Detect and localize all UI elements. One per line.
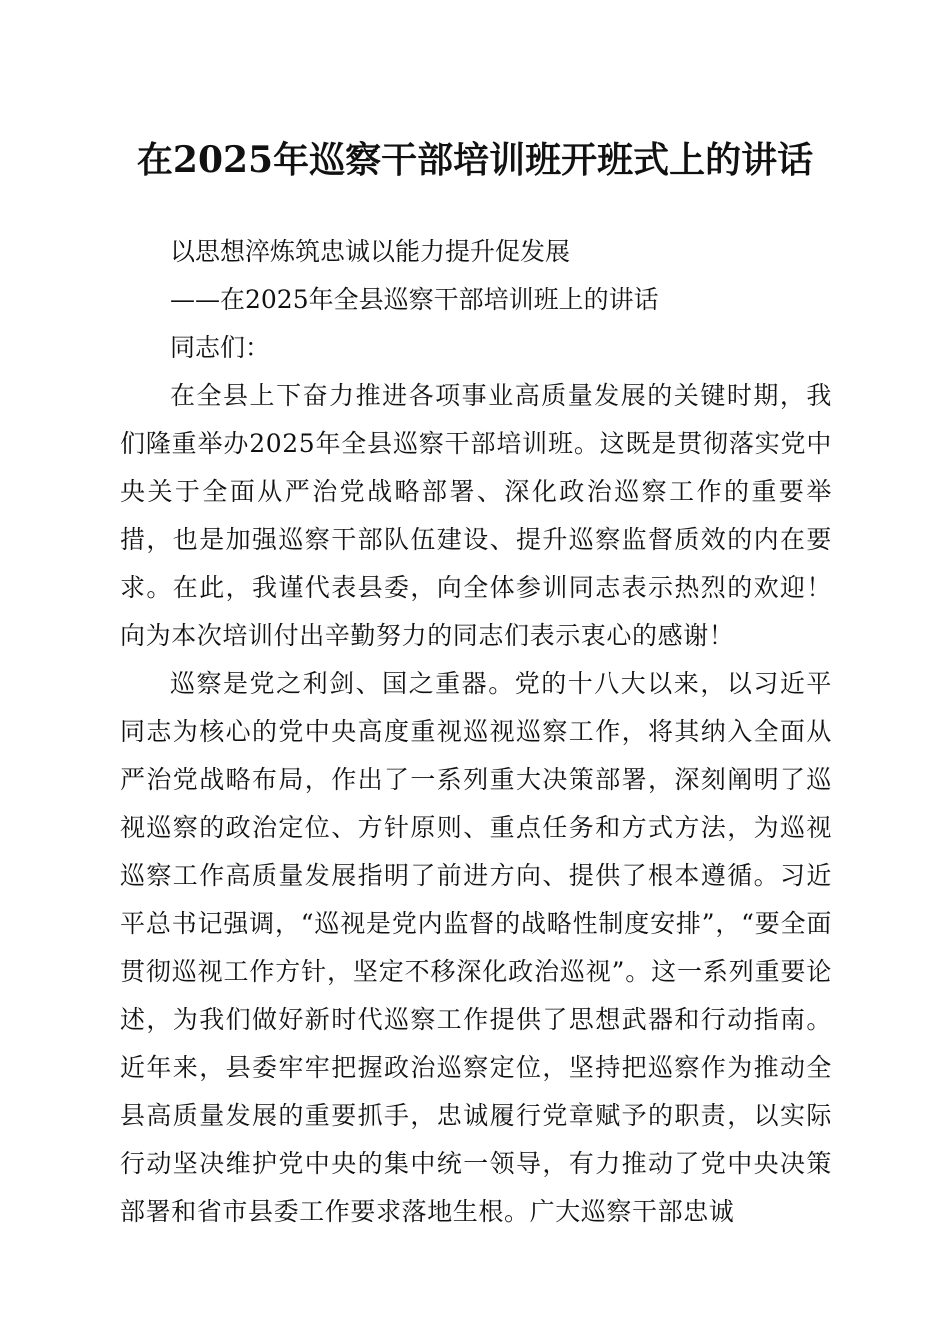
subtitle-line-2: ——在2025年全县巡察干部培训班上的讲话 bbox=[170, 285, 659, 314]
subtitle: 以思想淬炼筑忠诚以能力提升促发展 bbox=[170, 237, 571, 266]
salutation: 同志们： bbox=[170, 333, 271, 362]
paragraph: 巡察是党之利剑、国之重器。党的十八大以来，以习近平同志为核心的党中央高度重视巡视巡察工作，将其纳入全面从严治党战略布局，作出了一系列重大决策部署，深刻阐明了巡视巡察的政治定位、方针原则、重点任务和方式方法，为巡视巡察工作高质量发展指明了前进方向、提供了根本遵循。习近平总书记强调，“巡视是党内监督的战略性制度安排”，“要全面贯彻巡视工作方针，坚定不移深化政治巡视”。这一系列重要论述，为我们做好新时代巡察工作提供了思想武器和行动指南。近年来，县委牢牢把握政治巡察定位，坚持把巡察作为推动全县高质量发展的重要抓手，忠诚履行党章赋予的职责，以实际行动坚决维护党中央的集中统一领导，有力推动了党中央决策部署和省市县委工作要求落地生根。广大巡察干部忠诚 bbox=[120, 669, 832, 1226]
document-title: 在2025年巡察干部培训班开班式上的讲话 bbox=[136, 139, 814, 181]
paragraph: 在全县上下奋力推进各项事业高质量发展的关键时期，我们隆重举办2025年全县巡察干部培训班。这既是贯彻落实党中央关于全面从严治党战略部署、深化政治巡察工作的重要举措，也是加强巡察干部队伍建设、提升巡察监督质效的内在要求。在此，我谨代表县委，向全体参训同志表示热烈的欢迎！向为本次培训付出辛勤努力的同志们表示衷心的感谢！ bbox=[120, 381, 832, 650]
document-body bbox=[120, 228, 832, 1236]
